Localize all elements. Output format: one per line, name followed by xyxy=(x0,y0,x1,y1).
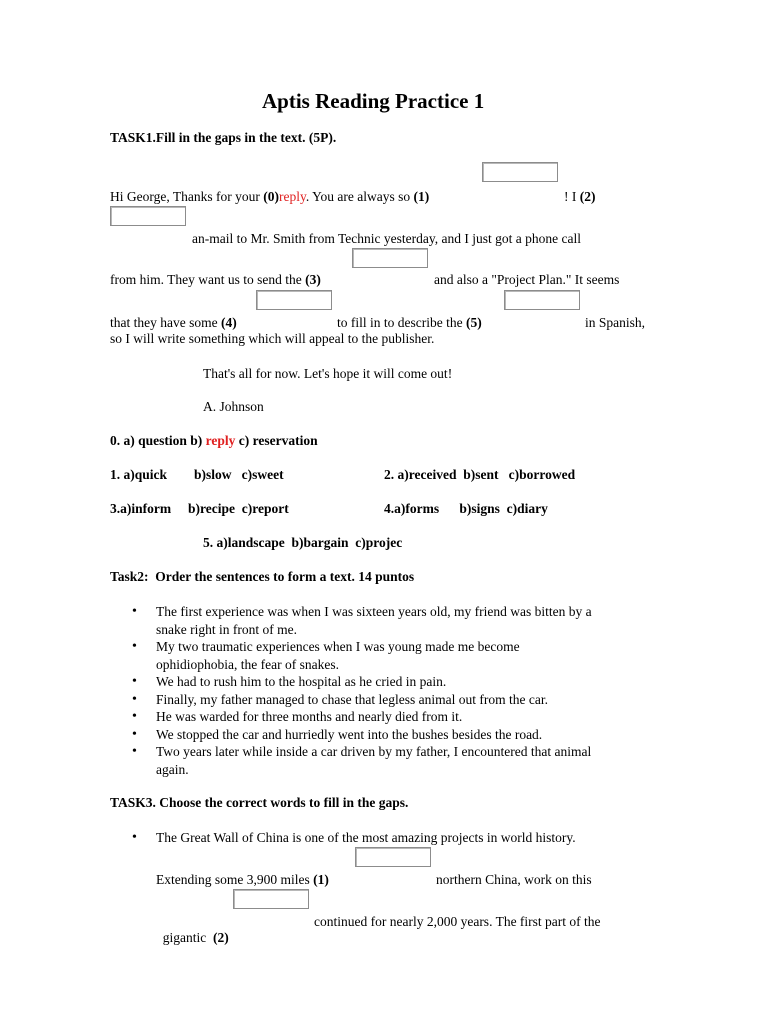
gap-2-input[interactable] xyxy=(110,206,186,226)
list-item xyxy=(110,829,576,847)
task3-line2-text-a: Extending some 3,900 miles xyxy=(156,872,314,887)
list-item xyxy=(110,638,592,673)
task1-line1 xyxy=(110,189,429,205)
task3-list xyxy=(110,829,576,847)
task1-heading: TASK1.Fill in the gaps in the text. (5P). xyxy=(110,130,337,145)
list-item xyxy=(110,726,592,744)
task3-line3-text-a: gigantic xyxy=(162,930,213,945)
task2-sentence-list xyxy=(110,603,592,778)
option-0-text-b: c) reservation xyxy=(235,433,318,448)
task3-line1: The Great Wall of China is one of the most amazing projects in world history. xyxy=(156,830,576,845)
gap-4-number: (4) xyxy=(220,315,237,330)
line1-text-b: . You are always so xyxy=(305,189,414,204)
task3-line3a xyxy=(156,914,229,946)
sentence-line: Two years later while inside a car driven by my father, I encountered that animal xyxy=(156,744,592,759)
sentence-line: Finally, my father managed to chase that legless animal out from the car. xyxy=(156,691,549,707)
task1-signature: A. Johnson xyxy=(203,399,264,414)
list-item xyxy=(110,691,592,709)
task3-gap-2-input[interactable] xyxy=(233,889,309,909)
task1-line5: so I will write something which will appeal to the publisher. xyxy=(110,331,435,346)
page-title: Aptis Reading Practice 1 xyxy=(262,89,485,113)
option-row-1: 1. a)quick b)slow c)sweet xyxy=(110,467,284,482)
gap-1-input[interactable] xyxy=(482,162,558,182)
gap-4-input[interactable] xyxy=(256,290,332,310)
option-0-answer: reply xyxy=(205,433,236,448)
list-item xyxy=(110,673,592,691)
gap-0-number: (0) xyxy=(263,189,279,204)
line4-text-b: to fill in to describe the xyxy=(337,315,466,330)
task1-line4a xyxy=(110,315,237,331)
gap-3-number: (3) xyxy=(305,272,321,287)
sentence-line: We had to rush him to the hospital as he cried in pain. xyxy=(156,674,447,689)
gap-3-input[interactable] xyxy=(352,248,428,268)
task1-line2: an-mail to Mr. Smith from Technic yesterday, and I just got a phone call xyxy=(192,231,581,246)
list-item xyxy=(110,603,592,638)
line1-text-a: Hi George, Thanks for your xyxy=(110,189,264,204)
task2-heading: Task2: Order the sentences to form a text. 14 puntos xyxy=(110,569,415,584)
line1-exclaim: ! I xyxy=(564,189,580,204)
task3-gap-1-number: (1) xyxy=(313,872,329,887)
task1-line4c: in Spanish, xyxy=(585,315,646,330)
gap-0-answer: reply xyxy=(278,189,306,204)
sentence-line: The first experience was when I was sixteen years old, my friend was bitten by a xyxy=(156,604,592,619)
gap-1-number: (1) xyxy=(413,189,430,204)
sentence-line: He was warded for three months and nearly died from it. xyxy=(156,709,463,724)
list-item xyxy=(110,743,592,778)
option-0-text-a: 0. a) question b) xyxy=(110,433,206,448)
option-row-4: 4.a)forms b)signs c)diary xyxy=(384,501,548,516)
gap-5-number: (5) xyxy=(465,315,482,330)
task1-line3a xyxy=(110,272,321,288)
task3-line2b: northern China, work on this xyxy=(436,872,592,887)
task3-gap-2-number: (2) xyxy=(213,930,229,945)
task1-closing: That's all for now. Let's hope it will come out! xyxy=(203,366,453,381)
list-item xyxy=(110,708,592,726)
gap-5-input[interactable] xyxy=(504,290,580,310)
sentence-line: My two traumatic experiences when I was young made me become xyxy=(156,639,520,654)
line1-text-c xyxy=(564,189,596,205)
gap-2-number: (2) xyxy=(579,189,596,204)
option-row-0 xyxy=(110,433,318,449)
task1-line4b xyxy=(337,315,482,331)
sentence-line: We stopped the car and hurriedly went into the bushes besides the road. xyxy=(156,726,543,742)
task1-line3b: and also a "Project Plan." It seems xyxy=(434,272,620,287)
task3-gap-1-input[interactable] xyxy=(355,847,431,867)
option-row-5: 5. a)landscape b)bargain c)projec xyxy=(203,535,403,550)
option-row-3: 3.a)inform b)recipe c)report xyxy=(110,501,289,516)
sentence-line: ophidiophobia, the fear of snakes. xyxy=(156,656,339,672)
option-row-2: 2. a)received b)sent c)borrowed xyxy=(384,467,576,482)
task3-line2a xyxy=(156,872,329,888)
line4-text-a: that they have some xyxy=(110,315,221,330)
sentence-line: snake right in front of me. xyxy=(156,621,297,637)
task3-line3b: continued for nearly 2,000 years. The first part of the xyxy=(314,914,601,929)
task3-heading: TASK3. Choose the correct words to fill in the gaps. xyxy=(110,795,409,810)
line3-text-a: from him. They want us to send the xyxy=(110,272,306,287)
sentence-line: again. xyxy=(156,761,189,777)
